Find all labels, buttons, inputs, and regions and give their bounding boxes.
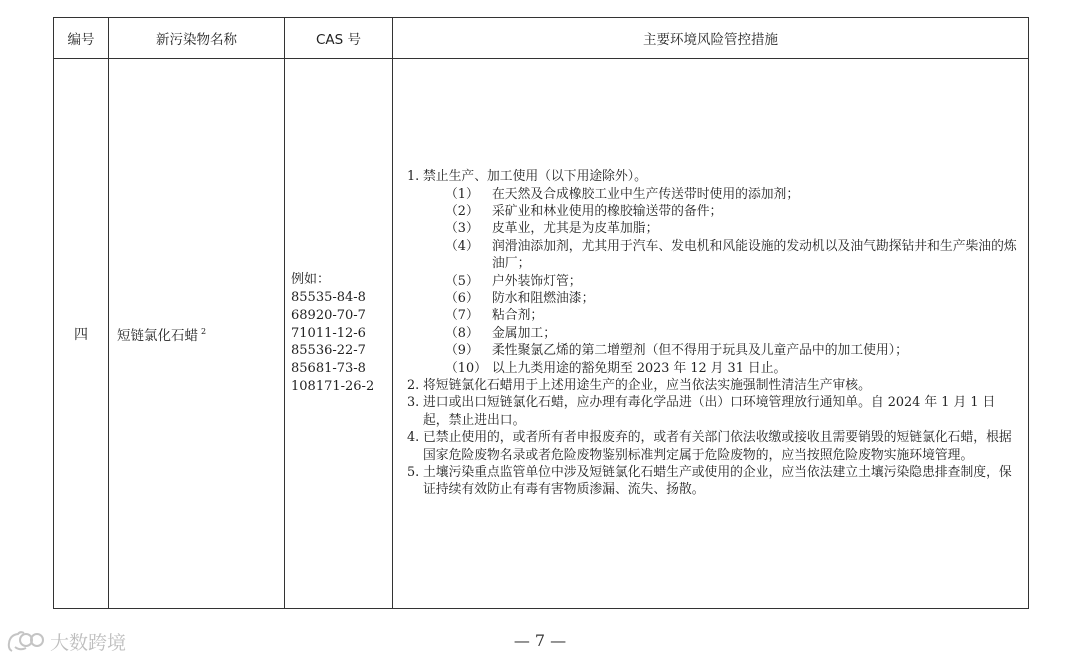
measure-item — [407, 394, 1018, 429]
sub-measure-text: 户外装饰灯管； — [492, 273, 582, 289]
sub-measure-text: 皮革业，尤其是为皮革加脂； — [492, 221, 659, 237]
sub-measure-text: 粘合剂； — [492, 308, 544, 324]
sub-measure-text: 在天然及合成橡胶工业中生产传送带时使用的添加剂； — [492, 186, 800, 202]
measure-number: 5. — [407, 465, 420, 481]
page-number: — 7 — — [513, 631, 567, 650]
sub-measure-item — [407, 273, 1018, 290]
measure-text: 禁止生产、加工使用（以下用途除外）。 — [423, 169, 647, 185]
sub-measure-item — [407, 203, 1018, 220]
measure-text: 进口或出口短链氯化石蜡，应办理有毒化学品进（出）口环境管理放行通知单。自 2024 年 1 月 1 日起，禁止进出口。 — [423, 395, 996, 428]
cas-number: 85536-22-7 — [291, 343, 366, 359]
measure-number: 1. — [407, 169, 420, 185]
sub-measure-number: （10） — [445, 360, 487, 376]
sub-measure-text: 润滑油添加剂，尤其用于汽车、发电机和风能设施的发动机以及油气勘探钻井和生产柴油的炼油厂； — [492, 238, 1017, 272]
measure-item — [407, 429, 1018, 464]
header-control-measures: 主要环境风险管控措施 — [393, 18, 1029, 59]
measure-text: 已禁止使用的，或者所有者申报废弃的，或者有关部门依法收缴或接收且需要销毁的短链氯化石蜡，根据国家危险废物名录或者危险废物鉴别标准判定属于危险废物的，应当按照危险废物实施环境管理。 — [423, 430, 1012, 463]
watermark-text: 大数跨境 — [50, 632, 127, 654]
measure-number: 3. — [407, 395, 420, 411]
measure-text: 将短链氯化石蜡用于上述用途生产的企业，应当依法实施强制性清洁生产审核。 — [423, 378, 871, 394]
sub-measure-text: 金属加工； — [492, 325, 556, 341]
measure-number: 4. — [407, 430, 420, 446]
sub-measure-number: （1） — [445, 186, 479, 202]
cas-number: 85535-84-8 — [291, 290, 366, 305]
table-row — [54, 59, 1029, 609]
measure-item — [407, 464, 1018, 499]
watermark — [6, 628, 126, 655]
sub-measure-number: （3） — [445, 221, 479, 237]
sub-measure-number: （6） — [445, 290, 479, 306]
measure-text: 土壤污染重点监管单位中涉及短链氯化石蜡生产或使用的企业，应当依法建立土壤污染隐患排查制度，保证持续有效防止有毒有害物质渗漏、流失、扬散。 — [423, 465, 1012, 498]
cas-number: 85681-73-8 — [291, 361, 366, 377]
sub-measure-number: （2） — [445, 203, 479, 219]
measure-item — [407, 377, 1018, 394]
cas-number: 108171-26-2 — [291, 378, 375, 394]
sub-measure-number: （9） — [445, 343, 479, 359]
sub-measure-item — [407, 238, 1018, 273]
measure-item — [407, 168, 1018, 185]
sub-measure-text: 防水和阻燃油漆； — [492, 290, 595, 306]
row-number: 四 — [54, 59, 109, 609]
sub-measure-item — [407, 360, 1018, 377]
header-cas-number: CAS 号 — [285, 18, 393, 59]
regulation-table — [53, 17, 1029, 609]
measure-number: 2. — [407, 378, 420, 394]
cas-number: 71011-12-6 — [291, 325, 366, 341]
header-number: 编号 — [54, 18, 109, 59]
brand-logo-icon — [6, 629, 46, 655]
sub-measure-item — [407, 325, 1018, 342]
sub-measure-text: 以上九类用途的豁免期至 2023 年 12 月 31 日止。 — [492, 360, 787, 376]
sub-measure-item — [407, 220, 1018, 237]
pollutant-name-cell — [109, 59, 285, 609]
footnote-marker: 2 — [201, 327, 207, 336]
sub-measure-number: （8） — [445, 325, 479, 341]
sub-measure-item — [407, 307, 1018, 324]
sub-measure-item — [407, 186, 1018, 203]
sub-measure-number: （7） — [445, 308, 479, 324]
table-header-row — [54, 18, 1029, 59]
sub-measure-text: 采矿业和林业使用的橡胶输送带的备件； — [492, 203, 723, 219]
header-pollutant-name: 新污染物名称 — [109, 18, 285, 59]
sub-measure-item — [407, 290, 1018, 307]
sub-measure-number: （5） — [445, 273, 479, 289]
cas-number: 68920-70-7 — [291, 307, 366, 323]
sub-measure-item — [407, 342, 1018, 359]
control-measures-cell — [393, 59, 1029, 609]
sub-measure-text: 柔性聚氯乙烯的第二增塑剂（但不得用于玩具及儿童产品中的加工使用）； — [492, 343, 908, 359]
cas-prefix: 例如： — [291, 272, 331, 288]
sub-measure-number: （4） — [445, 238, 479, 254]
pollutant-name: 短链氯化石蜡 — [117, 327, 198, 344]
cas-cell — [285, 59, 393, 609]
